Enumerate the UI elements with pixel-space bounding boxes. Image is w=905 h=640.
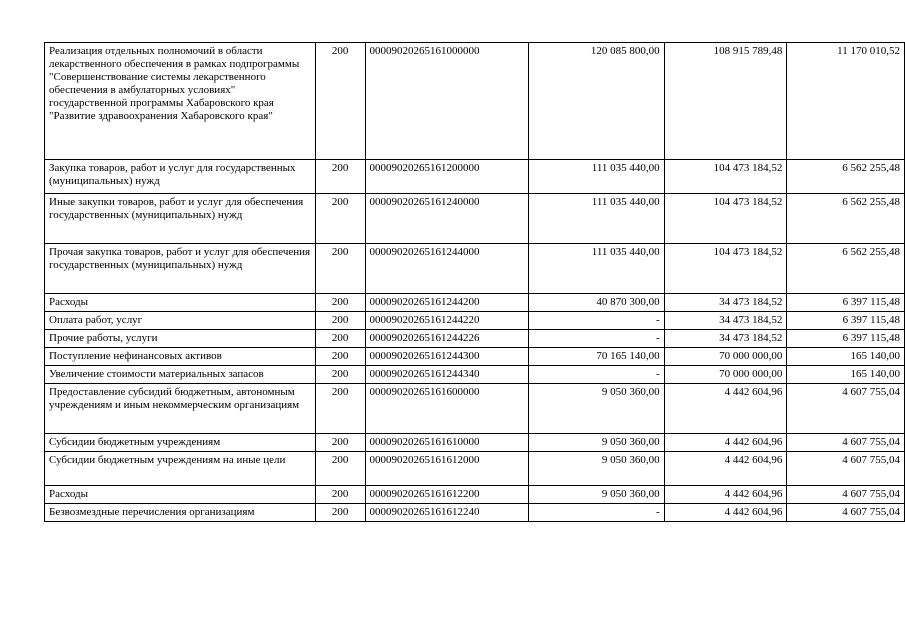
row-name: Реализация отдельных полномочий в области лекарственного обеспечения в рамках подпрограммы "Совершенствование системы лекарственного обеспечения в амбулаторных условиях" государственной программы Хабаровского края "Развитие здравоохранения Хабаровского края" (45, 43, 316, 160)
table-row (45, 194, 905, 244)
row-approved: - (529, 366, 665, 384)
row-kbk: 00009020265161600000 (365, 384, 529, 434)
row-approved: - (529, 312, 665, 330)
row-name: Субсидии бюджетным учреждениям (45, 434, 316, 452)
row-executed: 70 000 000,00 (664, 366, 787, 384)
row-kbk: 00009020265161200000 (365, 160, 529, 194)
row-approved: - (529, 330, 665, 348)
row-name: Прочие работы, услуги (45, 330, 316, 348)
row-kbk: 00009020265161244340 (365, 366, 529, 384)
row-code: 200 (315, 504, 365, 522)
row-unexecuted: 4 607 755,04 (787, 504, 905, 522)
row-code: 200 (315, 366, 365, 384)
row-kbk: 00009020265161612000 (365, 452, 529, 486)
row-approved: 9 050 360,00 (529, 384, 665, 434)
table-row (45, 43, 905, 160)
row-approved: 111 035 440,00 (529, 194, 665, 244)
row-kbk: 00009020265161240000 (365, 194, 529, 244)
row-executed: 4 442 604,96 (664, 452, 787, 486)
row-code: 200 (315, 43, 365, 160)
table-row (45, 244, 905, 294)
row-unexecuted: 4 607 755,04 (787, 434, 905, 452)
table-row (45, 434, 905, 452)
table-body (45, 43, 905, 522)
row-kbk: 00009020265161244226 (365, 330, 529, 348)
row-approved: 9 050 360,00 (529, 452, 665, 486)
row-executed: 34 473 184,52 (664, 330, 787, 348)
row-kbk: 00009020265161244300 (365, 348, 529, 366)
row-name: Иные закупки товаров, работ и услуг для обеспечения государственных (муниципальных) нужд (45, 194, 316, 244)
row-executed: 4 442 604,96 (664, 504, 787, 522)
table-row (45, 160, 905, 194)
row-approved: 111 035 440,00 (529, 244, 665, 294)
row-code: 200 (315, 384, 365, 434)
row-unexecuted: 165 140,00 (787, 366, 905, 384)
table-row (45, 504, 905, 522)
row-executed: 104 473 184,52 (664, 244, 787, 294)
row-code: 200 (315, 330, 365, 348)
row-code: 200 (315, 312, 365, 330)
row-code: 200 (315, 244, 365, 294)
row-code: 200 (315, 194, 365, 244)
row-unexecuted: 6 397 115,48 (787, 312, 905, 330)
row-kbk: 00009020265161244200 (365, 294, 529, 312)
row-kbk: 00009020265161612200 (365, 486, 529, 504)
row-unexecuted: 4 607 755,04 (787, 452, 905, 486)
row-executed: 104 473 184,52 (664, 194, 787, 244)
row-name: Предоставление субсидий бюджетным, автономным учреждениям и иным некоммерческим организациям (45, 384, 316, 434)
row-unexecuted: 4 607 755,04 (787, 384, 905, 434)
row-executed: 104 473 184,52 (664, 160, 787, 194)
row-kbk: 00009020265161000000 (365, 43, 529, 160)
table-row (45, 486, 905, 504)
row-executed: 70 000 000,00 (664, 348, 787, 366)
budget-execution-table (44, 42, 905, 522)
row-approved: 9 050 360,00 (529, 486, 665, 504)
row-executed: 4 442 604,96 (664, 384, 787, 434)
table-row (45, 312, 905, 330)
row-name: Поступление нефинансовых активов (45, 348, 316, 366)
row-code: 200 (315, 348, 365, 366)
row-name: Оплата работ, услуг (45, 312, 316, 330)
row-unexecuted: 11 170 010,52 (787, 43, 905, 160)
row-name: Расходы (45, 294, 316, 312)
row-unexecuted: 6 562 255,48 (787, 160, 905, 194)
row-code: 200 (315, 452, 365, 486)
row-code: 200 (315, 160, 365, 194)
row-executed: 34 473 184,52 (664, 312, 787, 330)
row-code: 200 (315, 434, 365, 452)
row-kbk: 00009020265161244220 (365, 312, 529, 330)
row-approved: 111 035 440,00 (529, 160, 665, 194)
row-kbk: 00009020265161244000 (365, 244, 529, 294)
table-row (45, 294, 905, 312)
row-approved: 120 085 800,00 (529, 43, 665, 160)
row-unexecuted: 6 397 115,48 (787, 330, 905, 348)
row-code: 200 (315, 486, 365, 504)
row-executed: 108 915 789,48 (664, 43, 787, 160)
row-name: Прочая закупка товаров, работ и услуг для обеспечения государственных (муниципальных) нужд (45, 244, 316, 294)
row-approved: - (529, 504, 665, 522)
row-kbk: 00009020265161610000 (365, 434, 529, 452)
row-code: 200 (315, 294, 365, 312)
table-row (45, 366, 905, 384)
row-kbk: 00009020265161612240 (365, 504, 529, 522)
row-approved: 9 050 360,00 (529, 434, 665, 452)
row-unexecuted: 6 562 255,48 (787, 244, 905, 294)
row-approved: 40 870 300,00 (529, 294, 665, 312)
row-unexecuted: 6 562 255,48 (787, 194, 905, 244)
row-unexecuted: 6 397 115,48 (787, 294, 905, 312)
row-unexecuted: 165 140,00 (787, 348, 905, 366)
row-approved: 70 165 140,00 (529, 348, 665, 366)
row-name: Безвозмездные перечисления организациям (45, 504, 316, 522)
row-name: Расходы (45, 486, 316, 504)
table-row (45, 330, 905, 348)
table-row (45, 384, 905, 434)
row-name: Увеличение стоимости материальных запасов (45, 366, 316, 384)
row-executed: 34 473 184,52 (664, 294, 787, 312)
table-row (45, 452, 905, 486)
row-name: Субсидии бюджетным учреждениям на иные цели (45, 452, 316, 486)
row-executed: 4 442 604,96 (664, 434, 787, 452)
row-executed: 4 442 604,96 (664, 486, 787, 504)
table-row (45, 348, 905, 366)
row-unexecuted: 4 607 755,04 (787, 486, 905, 504)
row-name: Закупка товаров, работ и услуг для государственных (муниципальных) нужд (45, 160, 316, 194)
